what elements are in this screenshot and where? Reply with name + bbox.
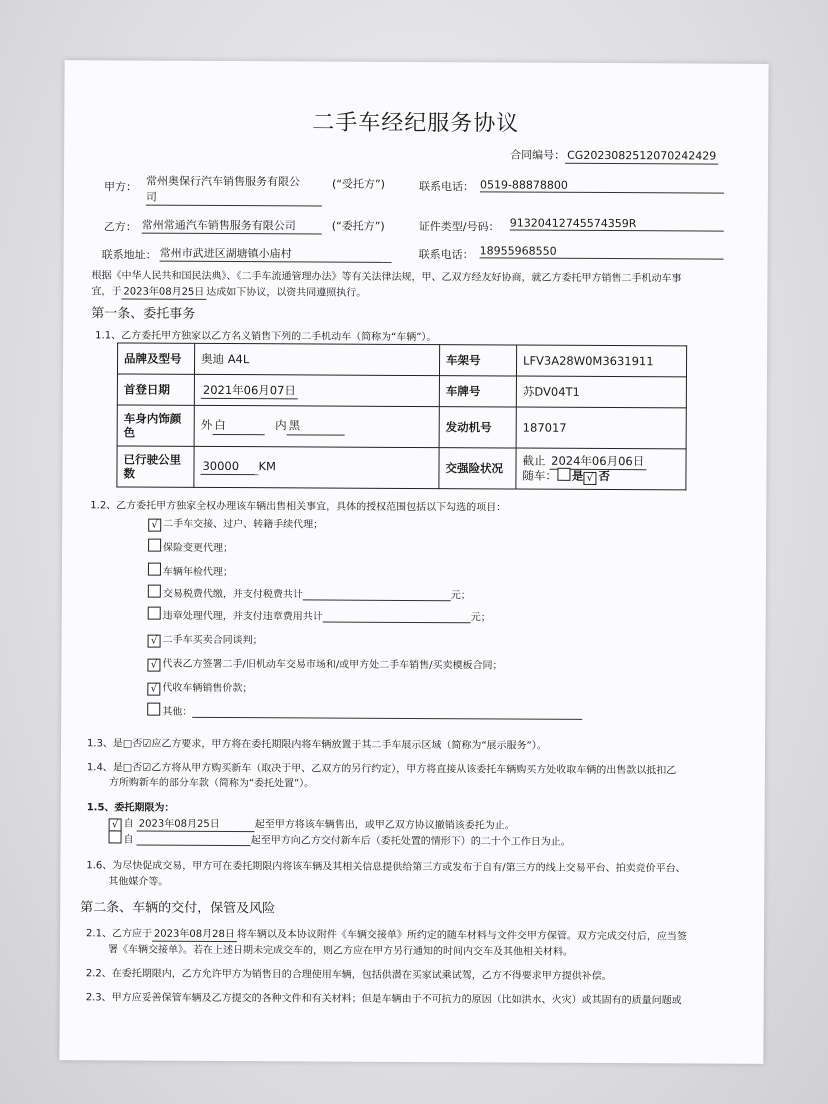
intro-date: 2023年08月25日 xyxy=(121,286,206,299)
term-1-date: 2023年08月25日 xyxy=(137,815,255,833)
contract-number-value: CG2023082512070242429 xyxy=(565,149,718,165)
insurance-label: 交强险状况 xyxy=(439,448,516,489)
clause-1-2: 1.2、乙方委托甲方独家全权办理该车辆出售相关事宜，具体的授权范围包括以下勾选的项目： xyxy=(90,500,507,514)
id-label: 证件类型/号码： xyxy=(418,220,500,234)
address-value: 常州市武进区湖塘镇小庙村 xyxy=(160,245,392,263)
option-item[interactable]: 其他： xyxy=(147,703,582,720)
intro-line-1: 根据《中华人民共和国民法典》、《二手车流通管理办法》等有关法律法规，甲、乙双方经友好协商，就乙方委托甲方销售二手机动车事 xyxy=(91,270,682,285)
section-1-heading: 第一条、委托事务 xyxy=(91,306,196,322)
color-in-value: 黑 xyxy=(287,417,345,435)
plate-value: 苏DV04T1 xyxy=(516,376,686,408)
engine-value: 187017 xyxy=(516,407,686,449)
contract-page xyxy=(59,60,768,1064)
party-a-role: (“受托方”) xyxy=(331,177,385,191)
clause-1-3: 1.3、是□否☑应乙方要求，甲方将在委托期限内将车辆放置于其二手车展示区域（简称为“展示服务”）。 xyxy=(87,738,547,752)
section-2-heading: 第二条、车辆的交付，保管及风险 xyxy=(80,900,276,917)
option-item[interactable]: 车辆年检代理； xyxy=(148,563,233,578)
plate-label: 车牌号 xyxy=(439,376,516,407)
reg-date-value: 2021年06月07日 xyxy=(201,383,298,400)
vin-label: 车架号 xyxy=(439,345,516,376)
clause-2-3: 2.3、甲方应妥善保管车辆及乙方提交的各种文件和有关材料；但是车辆由于不可抗力的原因（比如洪水、火灾）或其固有的质量问题或 xyxy=(85,992,682,1007)
party-b-phone: 18955968550 xyxy=(480,244,724,259)
clause-1-6-line2: 其他媒介等。 xyxy=(108,876,169,888)
term-1-checkbox: √ xyxy=(109,818,122,831)
mileage-label: 已行驶公里数 xyxy=(117,446,194,487)
contract-number-label: 合同编号： xyxy=(510,148,566,162)
party-a-phone-label: 联系电话： xyxy=(418,180,474,194)
clause-1-4-line2: 方所购新车的部分车款（简称为“委托处置”）。 xyxy=(108,777,315,790)
option-item[interactable]: √ 二手车买卖合同谈判； xyxy=(148,631,263,649)
option-item[interactable]: √ 代收车辆销售价款； xyxy=(147,679,252,697)
clause-2-2: 2.2、在委托期限内，乙方允许甲方为销售目的合理使用车辆，包括供潜在买家试乘试驾，乙方不得要求甲方提供补偿。 xyxy=(85,968,612,983)
color-cell: 外 白 内 黑 xyxy=(194,405,439,447)
vehicle-table xyxy=(116,342,687,490)
term-option-1[interactable]: √ 自 2023年08月25日 起至甲方将该车辆售出，或甲乙双方协议撤销该委托为止。 xyxy=(109,814,515,833)
table-row xyxy=(117,446,686,490)
option-item[interactable]: √ 代表乙方签署二手/旧机动车交易市场和/或甲方处二手车销售/买卖模板合同； xyxy=(147,655,502,674)
party-b-role: (“委托方”) xyxy=(331,219,385,233)
option-checkbox xyxy=(148,607,161,620)
contract-number xyxy=(510,146,718,163)
reg-date-cell xyxy=(194,374,439,406)
party-a-name-line2: 司 xyxy=(146,189,322,207)
id-number: 91320412745574359R xyxy=(510,216,724,231)
option-checkbox xyxy=(147,703,160,716)
document-title: 二手车经纪服务协议 xyxy=(312,110,520,137)
clause-1-5: 1.5、委托期限为： xyxy=(86,802,175,814)
mileage-unit: KM xyxy=(258,459,277,474)
table-row xyxy=(117,405,686,449)
intro-line-2: 宜，于 2023年08月25日 达成如下协议，以资共同遵照执行。 xyxy=(91,286,367,299)
option-item[interactable]: √ 二手车交接、过户、转籍手续代理； xyxy=(148,515,323,533)
table-row xyxy=(117,374,686,408)
option-checkbox: √ xyxy=(147,683,160,696)
reg-date-label: 首登日期 xyxy=(117,374,194,405)
clause-2-1-date: 2023年08月28日 xyxy=(152,929,237,942)
clause-2-1-line1: 2.1、乙方应于 2023年08月28日 将车辆以及本协议附件《车辆交接单》所约定的随车材料与文件交甲方保管。双方完成交付后，应当签 xyxy=(86,928,687,943)
engine-label: 发动机号 xyxy=(439,407,516,448)
vin-value: LFV3A28W0M3631911 xyxy=(516,345,686,377)
clause-1-6-line1: 1.6、为尽快促成交易，甲方可在委托期限内将该车辆及其相关信息提供给第三方或发布于自有/第三方的线上交易平台、拍卖竞价平台、 xyxy=(86,860,686,875)
insurance-until: 2024年06月06日 xyxy=(549,453,646,470)
term-2-checkbox xyxy=(109,830,122,843)
option-checkbox: √ xyxy=(148,519,161,532)
term-option-2[interactable]: 自 起至甲方向乙方交付新车后（委托处置的情形下）的二十个工作日为止。 xyxy=(109,830,571,847)
party-b-name: 常州常通汽车销售服务有限公司 xyxy=(142,217,322,235)
mileage-value: 30000 xyxy=(200,459,258,475)
party-a-phone: 0519-88878800 xyxy=(480,178,724,193)
option-item[interactable]: 保险变更代理； xyxy=(148,539,233,554)
table-row xyxy=(117,343,686,377)
option-checkbox: √ xyxy=(148,635,161,648)
clause-2-1-line2: 署《车辆交接单》。若在上述日期未完成交车的，则乙方应在甲方另行通知的时间内交车及其他相关材料。 xyxy=(107,944,573,958)
with-car-no-checkbox[interactable]: √ xyxy=(583,471,596,484)
color-out-value: 白 xyxy=(212,417,264,435)
clause-1-4-line1: 1.4、是□否☑乙方将从甲方购买新车（取决于甲、乙双方的另行约定），甲方将直接从该委托车辆购买方处收取车辆的出售款以抵扣乙 xyxy=(86,762,677,777)
party-a-name-line1: 常州奥保行汽车销售服务有限公 xyxy=(145,174,301,189)
insurance-cell: 截止 2024年06月06日 随车： 是 √ 否 xyxy=(516,448,686,490)
option-checkbox xyxy=(148,585,161,598)
color-label: 车身内饰颜色 xyxy=(117,405,194,446)
option-checkbox xyxy=(148,539,161,552)
option-checkbox: √ xyxy=(147,659,160,672)
option-item[interactable]: 交易税费代缴，并支付税费共计 元； xyxy=(148,585,471,602)
option-checkbox xyxy=(148,563,161,576)
option-item[interactable]: 违章处理代理，并支付违章费用共计 元； xyxy=(148,607,491,624)
brand-label: 品牌及型号 xyxy=(117,343,194,374)
party-b-label: 乙方： xyxy=(103,220,137,234)
address-label: 联系地址： xyxy=(101,248,157,262)
brand-value: 奥迪 A4L xyxy=(194,343,439,375)
mileage-cell xyxy=(194,446,439,488)
party-b-phone-label: 联系电话： xyxy=(418,248,474,262)
party-a-label: 甲方： xyxy=(103,180,137,194)
with-car-yes-checkbox[interactable] xyxy=(557,467,570,480)
clause-1-1: 1.1、乙方委托甲方独家以乙方名义销售下列的二手机动车（简称为“车辆”）。 xyxy=(95,330,437,344)
